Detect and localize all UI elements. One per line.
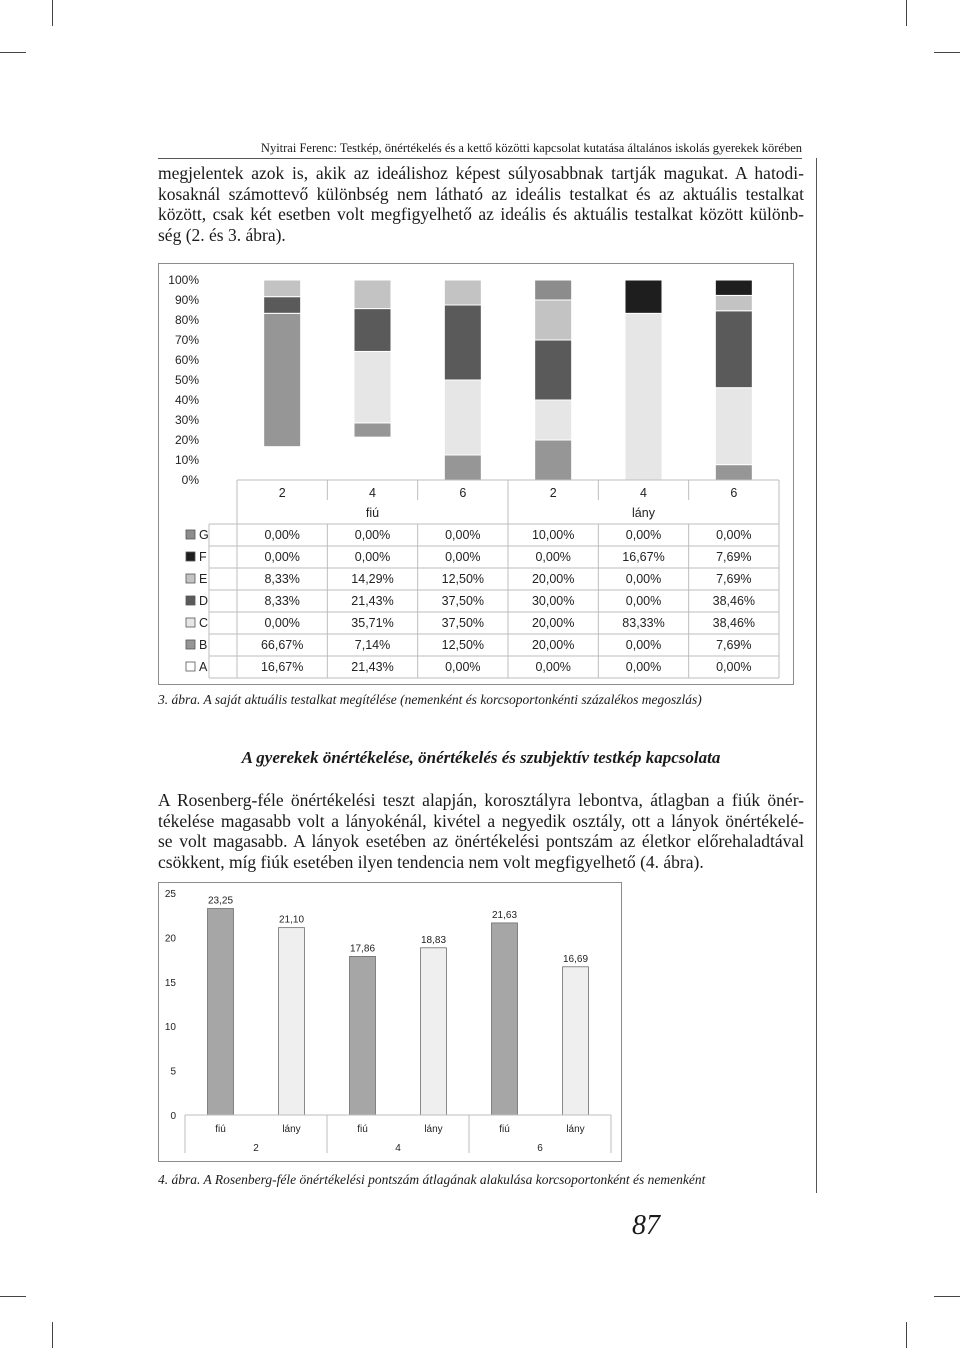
legend-label: C	[199, 616, 209, 630]
header-rule	[158, 158, 802, 159]
data-table-cell: 10,00%	[531, 528, 575, 542]
bar-segment-B	[264, 313, 301, 446]
data-table-cell: 0,00%	[354, 528, 391, 542]
figure-4-chart	[158, 882, 622, 1162]
bar	[563, 967, 589, 1115]
bar-segment-C	[535, 400, 572, 440]
text-line: megjelentek azok is, akik az ideálishoz képest súlyosabbnak tartják magukat. A hatodi-	[158, 163, 804, 183]
data-table-cell: 12,50%	[441, 572, 485, 586]
legend-label: A	[199, 660, 208, 674]
legend-swatch-C	[186, 618, 195, 627]
margin-rule	[816, 158, 817, 1193]
x-tick-label: 2	[549, 486, 557, 500]
data-table-cell: 83,33%	[622, 616, 665, 630]
data-table-cell: 0,00%	[625, 572, 662, 586]
text-line: se volt magasabb. A lányok esetében az önértékelési pontszám az életkor előrehaladtával	[158, 831, 804, 851]
x-tick-label: 6	[730, 486, 738, 500]
data-table-cell: 0,00%	[716, 660, 752, 674]
y-tick-label: 30%	[174, 413, 199, 427]
y-tick-label: 0%	[181, 473, 199, 487]
data-table-cell: 20,00%	[531, 616, 575, 630]
legend-label: F	[199, 550, 207, 564]
x-tick-label: fiú	[357, 1124, 368, 1135]
data-table-cell: 0,00%	[445, 528, 481, 542]
text-line: között, csak két esetben volt megfigyelhető az ideális és aktuális testalkat között különb-	[158, 204, 804, 224]
bar-segment-A	[264, 447, 301, 480]
bar-segment-F	[625, 280, 662, 313]
legend-label: G	[199, 528, 209, 542]
data-table-cell: 0,00%	[354, 550, 391, 564]
x-tick-label: 6	[459, 486, 467, 500]
bar-segment-E	[354, 280, 391, 309]
data-table-cell: 7,69%	[716, 572, 752, 586]
legend-swatch-G	[186, 530, 195, 539]
group-label: 2	[253, 1143, 259, 1154]
data-table-cell: 0,00%	[445, 660, 481, 674]
data-table-cell: 0,00%	[625, 660, 662, 674]
crop-mark	[52, 0, 53, 26]
bar-segment-G	[535, 280, 572, 300]
x-tick-label: fiú	[215, 1124, 226, 1135]
bar	[279, 928, 305, 1115]
bar-segment-B	[535, 440, 572, 480]
bar-segment-B	[715, 465, 752, 480]
crop-mark	[0, 1296, 26, 1297]
y-tick-label: 100%	[168, 273, 199, 287]
data-table-cell: 7,69%	[716, 638, 752, 652]
x-tick-label: lány	[566, 1124, 585, 1135]
text-line: ség (2. és 3. ábra).	[158, 224, 286, 245]
y-tick-label: 5	[170, 1066, 176, 1078]
legend-swatch-F	[186, 552, 195, 561]
y-tick-label: 70%	[174, 333, 199, 347]
legend-swatch-A	[186, 662, 195, 671]
data-table-cell: 20,00%	[531, 638, 575, 652]
page-number: 87	[632, 1210, 660, 1241]
data-label: 18,83	[420, 934, 447, 946]
data-table-cell: 0,00%	[264, 550, 300, 564]
y-tick-label: 50%	[174, 373, 199, 387]
text-line: csökkent, míg fiúk esetében ilyen tendencia nem volt megfigyelhető (4. ábra).	[158, 851, 704, 872]
y-tick-label: 20%	[174, 433, 199, 447]
body-paragraph-1	[158, 163, 804, 245]
x-tick-label: lány	[424, 1124, 443, 1135]
x-tick-label: 4	[369, 486, 376, 500]
data-table-cell: 0,00%	[625, 638, 662, 652]
figure-3-caption: 3. ábra. A saját aktuális testalkat megítélése (nemenként és korcsoportonkénti százalékos megoszlás)	[158, 692, 702, 707]
data-table-cell: 0,00%	[535, 660, 571, 674]
data-table-cell: 8,33%	[264, 572, 300, 586]
bar-segment-D	[535, 340, 572, 400]
bar-segment-D	[444, 305, 481, 380]
legend-label: B	[199, 638, 208, 652]
bar-segment-D	[264, 297, 301, 314]
bar-segment-A	[354, 437, 391, 480]
bar-segment-D	[715, 311, 752, 388]
y-tick-label: 80%	[174, 313, 199, 327]
text-line: kosaknál számottevő különbség nem látható az ideális testalkat és az aktuális testalkat	[158, 183, 804, 204]
stacked-bar-chart	[159, 264, 793, 684]
bar	[208, 909, 234, 1115]
data-table-cell: 8,33%	[264, 594, 300, 608]
data-table-cell: 0,00%	[264, 528, 300, 542]
data-table-cell: 38,46%	[712, 616, 756, 630]
legend-swatch-B	[186, 640, 195, 649]
data-table-cell: 12,50%	[441, 638, 485, 652]
section-title: A gyerekek önértékelése, önértékelés és szubjektív testkép kapcsolata	[241, 748, 721, 767]
crop-mark	[0, 52, 26, 53]
crop-mark	[934, 52, 960, 53]
x-tick-label: 4	[640, 486, 647, 500]
bar-segment-E	[715, 295, 752, 310]
data-label: 16,69	[562, 953, 589, 965]
data-table-cell: 38,46%	[712, 594, 756, 608]
data-table-cell: 35,71%	[351, 616, 394, 630]
data-table-cell: 0,00%	[716, 528, 752, 542]
crop-mark	[906, 1322, 907, 1348]
data-table-cell: 7,14%	[354, 638, 391, 652]
data-table-cell: 0,00%	[535, 550, 571, 564]
figure-4-caption: 4. ábra. A Rosenberg-féle önértékelési pontszám átlagának alakulása korcsoportonként és nemenként	[158, 1172, 706, 1187]
x-tick-label: fiú	[499, 1124, 510, 1135]
bar-segment-C	[625, 313, 662, 480]
group-label: lány	[632, 506, 655, 520]
x-tick-label: 2	[278, 486, 286, 500]
text-line: tékelése magasabb volt a lányokénál, kivétel a negyedik osztály, ott a lányok önértékelé-	[158, 810, 804, 831]
y-tick-label: 0	[170, 1111, 176, 1122]
data-table-cell: 37,50%	[441, 594, 485, 608]
data-table-cell: 30,00%	[531, 594, 575, 608]
bar	[350, 956, 376, 1115]
y-tick-label: 10	[164, 1022, 176, 1034]
bar-chart	[159, 883, 621, 1161]
y-tick-label: 90%	[174, 293, 199, 307]
legend-swatch-E	[186, 574, 195, 583]
bar-segment-B	[354, 423, 391, 437]
bar-segment-C	[354, 351, 391, 422]
y-tick-label: 20	[164, 933, 176, 945]
data-table-cell: 37,50%	[441, 616, 485, 630]
y-tick-label: 25	[164, 889, 176, 900]
data-table-cell: 66,67%	[260, 638, 304, 652]
data-table-cell: 0,00%	[445, 550, 481, 564]
data-table-cell: 16,67%	[622, 550, 665, 564]
legend-swatch-D	[186, 596, 195, 605]
bar-segment-E	[535, 300, 572, 340]
data-table-cell: 0,00%	[264, 616, 300, 630]
bar-segment-F	[715, 280, 752, 295]
legend-label: E	[199, 572, 208, 586]
y-tick-label: 40%	[174, 393, 199, 407]
bar-segment-E	[264, 280, 301, 297]
crop-mark	[906, 0, 907, 26]
body-paragraph-2	[158, 790, 804, 872]
bar-segment-D	[354, 309, 391, 352]
crop-mark	[52, 1322, 53, 1348]
crop-mark	[934, 1296, 960, 1297]
data-table-cell: 0,00%	[625, 528, 662, 542]
data-table-cell: 14,29%	[351, 572, 394, 586]
bar-segment-C	[715, 388, 752, 465]
text-line: A Rosenberg-féle önértékelési teszt alapján, korosztályra lebontva, átlagban a fiúk önér-	[158, 790, 804, 810]
data-label: 17,86	[349, 943, 376, 955]
bar	[421, 948, 447, 1115]
figure-3-chart	[158, 263, 794, 685]
y-tick-label: 60%	[174, 353, 199, 367]
bar	[492, 923, 518, 1115]
bar-segment-E	[444, 280, 481, 305]
running-head: Nyitrai Ferenc: Testkép, önértékelés és a kettő közötti kapcsolat kutatása általános iskolás gyerekek körében	[260, 141, 802, 155]
data-table-cell: 21,43%	[351, 594, 394, 608]
data-table-cell: 0,00%	[625, 594, 662, 608]
data-table-cell: 21,43%	[351, 660, 394, 674]
y-tick-label: 10%	[174, 453, 199, 467]
data-table-cell: 16,67%	[260, 660, 304, 674]
data-table-cell: 20,00%	[531, 572, 575, 586]
data-label: 21,10	[278, 914, 305, 926]
group-label: fiú	[365, 506, 380, 520]
group-label: 6	[537, 1143, 543, 1154]
bar-segment-C	[444, 380, 481, 455]
x-tick-label: lány	[282, 1124, 301, 1135]
data-table-cell: 7,69%	[716, 550, 752, 564]
bar-segment-B	[444, 455, 481, 480]
group-label: 4	[395, 1143, 401, 1154]
data-label: 23,25	[207, 895, 234, 907]
data-label: 21,63	[491, 909, 518, 921]
legend-label: D	[199, 594, 209, 608]
y-tick-label: 15	[164, 977, 176, 989]
